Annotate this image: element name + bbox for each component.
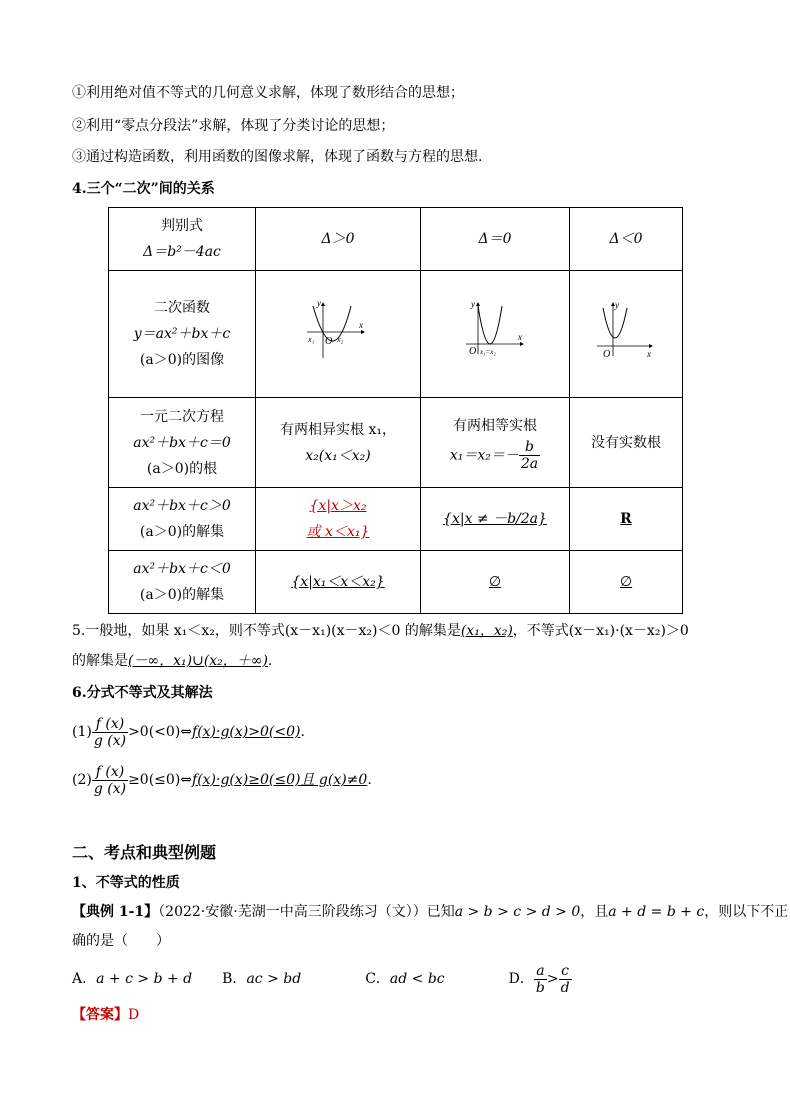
topic-1-heading: 1、不等式的性质	[72, 875, 180, 891]
p5-solution-greater: (－∞，x₁)∪(x₂，＋∞)	[128, 653, 268, 669]
graph1-x-label: x	[359, 319, 363, 330]
answer-label: 【答案】	[72, 1007, 128, 1023]
fraction-numerator: b	[519, 439, 540, 456]
option-a-text: a + c > b + d	[96, 971, 193, 987]
option-d-den-1: b	[535, 979, 545, 996]
p5-text-a: 5.一般地，如果 x₁＜x₂，则不等式(x－x₁)(x－x₂)＜0 的解集是	[72, 623, 461, 639]
solution-set-outside-part2: 或 x＜x₁}	[306, 524, 370, 540]
part-2-heading: 二、考点和典型例题	[72, 843, 217, 862]
option-d-relation: >	[546, 971, 559, 987]
fraction-rule-2	[72, 758, 372, 802]
table-row-greater-solution	[109, 488, 683, 551]
rule1-end: .	[300, 724, 305, 740]
text-line-2: ②利用“零点分段法”求解，体现了分类讨论的思想；	[72, 118, 395, 134]
section-4-title: 三个“二次”间的关系	[86, 181, 215, 197]
section-6-heading: 6.分式不等式及其解法	[72, 685, 213, 701]
answer-line	[72, 1005, 139, 1025]
equal-roots-text: 有两相等实根	[453, 418, 537, 434]
equal-roots-lhs: x₁＝x₂＝－	[449, 447, 519, 464]
rule2-fraction	[92, 764, 128, 797]
parabola-no-root-graph	[591, 298, 661, 362]
discriminant-label: 判别式	[161, 218, 203, 234]
equation-condition: (a＞0)的根	[146, 460, 218, 477]
example-1-1-line-2: 确的是（ ）	[72, 933, 170, 949]
example-condition-1: a > b > c > d > 0	[454, 904, 581, 920]
inequality-greater-condition: (a＞0)的解集	[139, 524, 225, 540]
cell-delta-zero: Δ＝0	[421, 208, 570, 271]
option-d-label: D．	[508, 971, 534, 987]
graph3-y-label: y	[615, 299, 619, 310]
equal-roots-fraction	[519, 439, 540, 472]
table-row-less-solution	[109, 551, 683, 614]
rule1-denominator: g (x)	[93, 732, 127, 749]
option-d-den-2: d	[560, 979, 570, 996]
cell-two-equal-roots	[421, 398, 570, 488]
text-line-3: ③通过构造函数，利用函数的图像求解，体现了函数与方程的思想.	[72, 149, 483, 165]
graph3-origin-label: O	[603, 348, 611, 360]
graph2-root-label: x₁=x₂	[480, 347, 496, 356]
equation-formula: ax²＋bx＋c＝0	[133, 434, 231, 451]
section-4-num: 4.	[72, 181, 87, 197]
cell-graph-no-root	[570, 271, 683, 398]
cell-less-solution-no-root	[570, 551, 683, 614]
answer-value: D	[128, 1007, 140, 1023]
cell-greater-solution-no-root	[570, 488, 683, 551]
cell-graph-one-root	[421, 271, 570, 398]
table-row-graphs	[109, 271, 683, 398]
function-formula: y＝ax²＋bx＋c	[133, 326, 231, 342]
rule2-prefix: (2)	[72, 772, 92, 788]
graph3-x-label: x	[647, 348, 651, 359]
empty-set-one-root: ∅	[488, 574, 502, 590]
graph2-x-label: x	[518, 331, 522, 342]
cell-discriminant	[109, 208, 256, 271]
example-tail: ，则以下不正	[704, 904, 789, 920]
example-source: （2022·安徽·芜湖一中高三阶段练习（文））已知	[158, 904, 455, 920]
text-line-1: ①利用绝对值不等式的几何意义求解，体现了数形结合的思想；	[72, 85, 464, 101]
option-c-text: ad < bc	[389, 971, 445, 987]
two-roots-text: 有两相异实根 x₁，	[280, 421, 396, 438]
graph1-x1-label: x₁	[308, 334, 315, 344]
cell-less-solution-two-roots	[256, 551, 421, 614]
cell-inequality-greater	[109, 488, 256, 551]
example-tag: 【典例 1-1】	[72, 904, 159, 920]
quadratic-relation-table	[108, 207, 683, 614]
cell-quadratic-equation	[109, 398, 256, 488]
table-row-header	[109, 208, 683, 271]
option-c	[365, 971, 444, 987]
inequality-less-formula: ax²＋bx＋c＜0	[133, 561, 231, 577]
p5-text-f: .	[267, 653, 273, 669]
example-condition-2: a + d = b + c	[608, 904, 705, 920]
cell-greater-solution-one-root	[421, 488, 570, 551]
cell-inequality-less	[109, 551, 256, 614]
equation-label: 一元二次方程	[140, 408, 224, 425]
graph1-x2-label: x₂	[337, 334, 344, 344]
function-label: 二次函数	[154, 300, 210, 316]
cell-two-distinct-roots	[256, 398, 421, 488]
cell-less-solution-one-root	[421, 551, 570, 614]
rule2-denominator: g (x)	[93, 780, 127, 797]
solution-set-outside-part1: {x|x＞x₂	[309, 498, 367, 514]
function-condition: (a＞0)的图像	[139, 352, 225, 368]
equal-roots-formula	[421, 439, 569, 472]
inequality-less-condition: (a＞0)的解集	[139, 587, 225, 603]
cell-delta-negative: Δ＜0	[570, 208, 683, 271]
option-a-label: A．	[72, 971, 97, 987]
option-d-num-1: a	[534, 963, 547, 980]
two-roots-order: x₂(x₁＜x₂)	[305, 447, 371, 464]
rule1-prefix: (1)	[72, 724, 92, 740]
option-d-num-2: c	[559, 963, 572, 980]
graph1-y-label: y	[317, 297, 321, 308]
option-c-label: C．	[365, 971, 390, 987]
option-a	[72, 971, 192, 987]
cell-graph-two-roots	[256, 271, 421, 398]
rule2-equivalent: f(x)·g(x)≥0(≤0)且 g(x)≠0	[192, 772, 368, 788]
table-row-roots	[109, 398, 683, 488]
p5-solution-less: (x₁，x₂)	[460, 623, 513, 639]
rule2-relation: ≥0(≤0)⇔	[128, 772, 193, 788]
fraction-denominator: 2a	[520, 456, 539, 472]
rule1-numerator: f (x)	[92, 716, 128, 733]
rule1-fraction	[92, 716, 128, 749]
p5-text-d: 的解集是	[72, 653, 128, 669]
parabola-two-roots-graph	[303, 298, 373, 362]
inequality-greater-formula: ax²＋bx＋c＞0	[133, 498, 231, 514]
solution-set-all-reals: R	[620, 511, 632, 527]
option-d-fraction-1	[534, 963, 547, 996]
cell-greater-solution-two-roots	[256, 488, 421, 551]
rule2-numerator: f (x)	[92, 764, 128, 781]
cell-no-real-roots: 没有实数根	[570, 398, 683, 488]
p5-text-c: ，不等式(x－x₁)·(x－x₂)＞0	[512, 623, 689, 639]
example-1-1-line-1	[72, 902, 788, 922]
option-b	[222, 971, 301, 987]
graph2-y-label: y	[471, 298, 475, 309]
example-mid: ，且	[580, 904, 609, 920]
rule1-equivalent: f(x)·g(x)>0(<0)	[192, 724, 301, 740]
rule2-end: .	[367, 772, 372, 788]
paragraph-5-line-2	[72, 651, 272, 671]
parabola-one-root-graph	[460, 298, 530, 362]
option-b-label: B．	[222, 971, 247, 987]
empty-set-no-root: ∅	[619, 574, 633, 590]
cell-delta-positive: Δ＞0	[256, 208, 421, 271]
cell-quadratic-function	[109, 271, 256, 398]
option-d-fraction-2	[559, 963, 572, 996]
discriminant-formula: Δ＝b²－4ac	[143, 244, 221, 260]
paragraph-5-line-1	[72, 621, 689, 641]
graph1-origin-label: O	[325, 335, 333, 347]
graph2-origin-label: O	[469, 345, 477, 357]
example-options	[72, 962, 572, 996]
section-4-heading	[72, 179, 215, 199]
solution-set-between-roots: {x|x₁＜x＜x₂}	[291, 574, 385, 590]
solution-set-except-vertex: {x|x ≠ －b/2a}	[443, 511, 547, 527]
fraction-rule-1	[72, 710, 305, 754]
rule1-relation: >0(<0)⇔	[128, 724, 193, 740]
option-b-text: ac > bd	[246, 971, 302, 987]
option-d	[508, 962, 572, 996]
